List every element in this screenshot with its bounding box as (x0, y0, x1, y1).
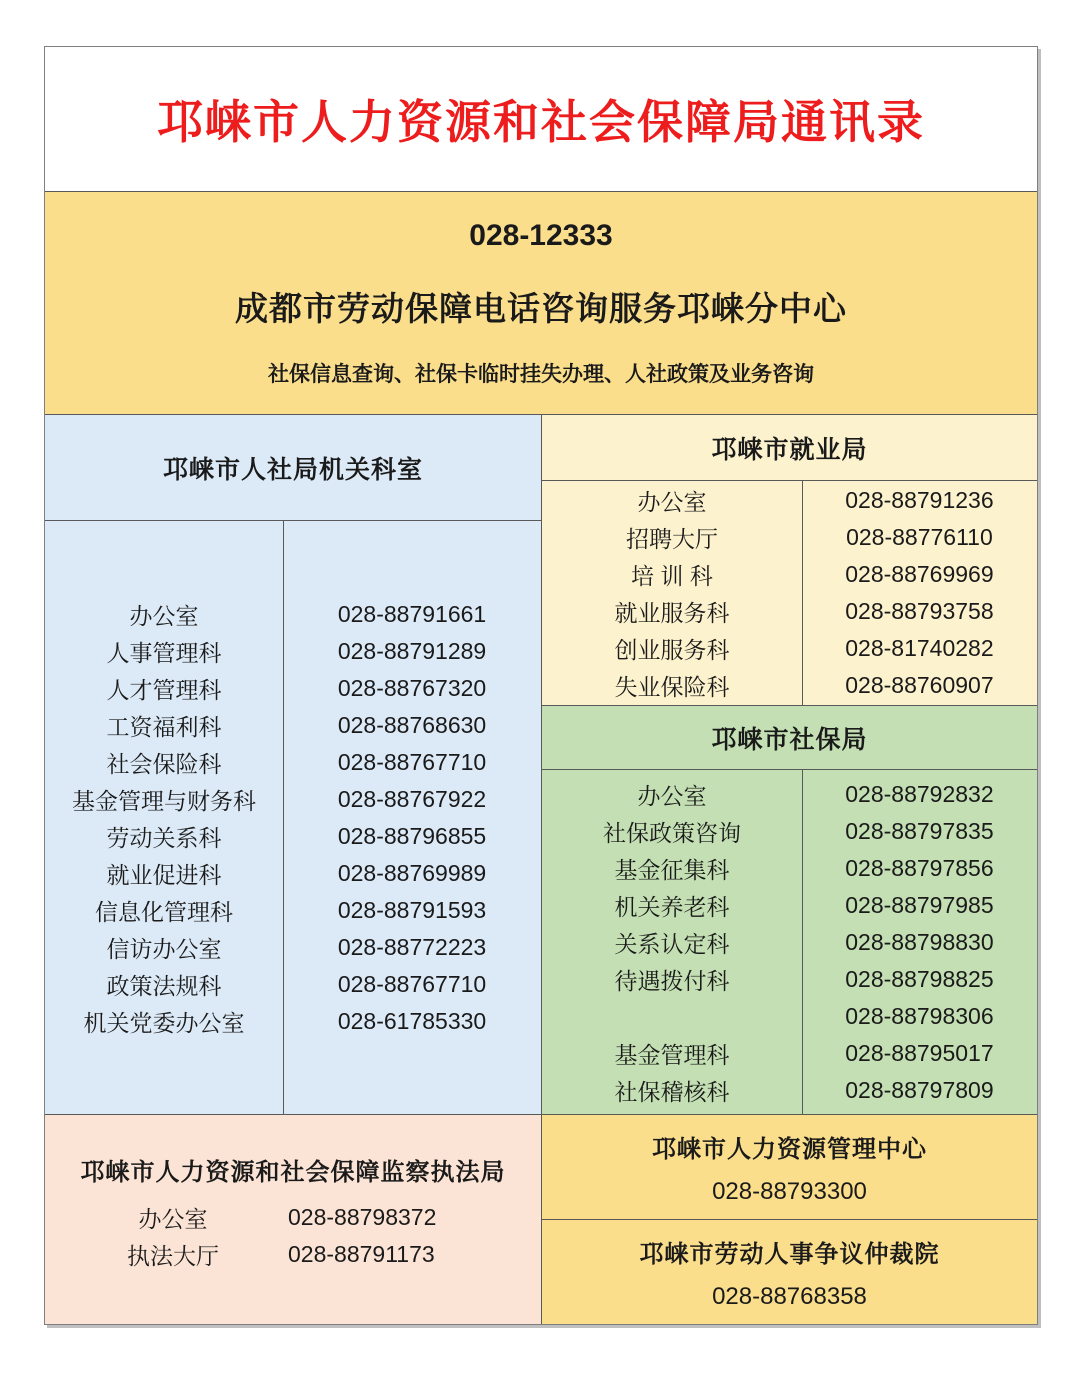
directory-sheet (44, 46, 1038, 1325)
dept-cell: 信访办公室 (106, 935, 222, 962)
table-row (45, 966, 541, 1003)
hotline-services: 社保信息查询、社保卡临时挂失办理、人社政策及业务咨询 (268, 361, 814, 386)
phone-cell: 028-61785330 (337, 1007, 487, 1034)
phone-cell: 028-88796855 (337, 822, 487, 849)
table-row (542, 924, 1037, 961)
phone-cell: 028-88767320 (337, 674, 487, 701)
table-row (542, 998, 1037, 1035)
table-row (542, 850, 1037, 887)
dept-cell: 社保政策咨询 (602, 819, 741, 846)
social-security-bureau-table (542, 770, 1037, 1114)
hr-center-title: 邛崃市人力资源管理中心 (652, 1136, 927, 1163)
phone-cell: 028-88792832 (845, 780, 994, 807)
title-section (45, 47, 1037, 191)
dept-cell: 办公室 (129, 602, 199, 629)
phone-cell: 028-88767710 (337, 970, 487, 997)
phone-cell: 028-88798372 (288, 1204, 437, 1230)
dept-cell: 办公室 (637, 782, 707, 809)
dept-cell: 关系认定科 (614, 930, 730, 957)
phone-cell: 028-88767710 (337, 748, 487, 775)
dept-cell: 工资福利科 (106, 713, 222, 740)
arbitration-court-phone: 028-88768358 (712, 1282, 867, 1310)
dept-cell: 待遇拨付科 (614, 967, 730, 994)
dept-cell: 就业服务科 (614, 600, 730, 626)
table-row (542, 482, 1037, 519)
dept-cell: 办公室 (637, 489, 707, 515)
dept-cell: 机关党委办公室 (83, 1009, 245, 1036)
phone-cell: 028-88791661 (337, 600, 487, 627)
inspection-bureau-table (98, 1199, 488, 1273)
employment-bureau-section (542, 415, 1037, 705)
phone-cell: 028-88769969 (845, 561, 994, 587)
table-row (542, 519, 1037, 556)
inspection-bureau-section (45, 1115, 542, 1324)
dept-cell: 失业保险科 (614, 674, 730, 700)
dept-cell: 执法大厅 (127, 1243, 219, 1269)
hotline-banner (45, 191, 1037, 414)
table-row (542, 813, 1037, 850)
dept-cell: 基金征集科 (614, 856, 730, 883)
bottom-right-column (542, 1115, 1037, 1324)
column-divider (802, 770, 803, 1114)
dept-cell: 信息化管理科 (95, 898, 234, 925)
table-row (45, 670, 541, 707)
phone-cell: 028-88791593 (337, 896, 487, 923)
right-column (542, 415, 1037, 1114)
bureau-office-section (45, 415, 542, 1114)
phone-cell: 028-88791289 (337, 637, 487, 664)
dept-cell: 社会保险科 (106, 750, 222, 777)
table-row (45, 707, 541, 744)
social-security-bureau-title: 邛崃市社保局 (542, 706, 1037, 770)
table-row (542, 667, 1037, 704)
table-row (45, 633, 541, 670)
phone-cell: 028-88793758 (845, 598, 994, 624)
page-title: 邛崃市人力资源和社会保障局通讯录 (157, 97, 925, 148)
phone-cell: 028-88797809 (845, 1076, 994, 1103)
table-row (542, 630, 1037, 667)
dept-cell: 招聘大厅 (625, 526, 718, 552)
employment-bureau-table (542, 481, 1037, 705)
phone-cell: 028-88768630 (337, 711, 487, 738)
table-row (45, 596, 541, 633)
dept-cell: 办公室 (138, 1206, 208, 1232)
social-security-bureau-section (542, 705, 1037, 1114)
phone-cell: 028-88795017 (845, 1039, 994, 1066)
table-row (45, 855, 541, 892)
arbitration-court-section (542, 1220, 1037, 1324)
table-row (542, 556, 1037, 593)
dept-cell: 就业促进科 (106, 861, 222, 888)
phone-cell: 028-88798830 (845, 928, 994, 955)
table-row (45, 1003, 541, 1040)
table-row (542, 776, 1037, 813)
phone-cell: 028-88791236 (845, 487, 994, 513)
inspection-bureau-title: 邛崃市人力资源和社会保障监察执法局 (80, 1160, 506, 1186)
phone-cell: 028-81740282 (845, 635, 994, 661)
table-row (542, 593, 1037, 630)
table-row (45, 744, 541, 781)
table-row (45, 929, 541, 966)
arbitration-court-title: 邛崃市劳动人事争议仲裁院 (639, 1241, 940, 1268)
dept-cell: 人事管理科 (106, 639, 222, 666)
column-divider (802, 481, 803, 705)
column-divider (283, 521, 284, 1114)
phone-cell: 028-88798825 (845, 965, 994, 992)
dept-cell: 创业服务科 (614, 637, 730, 663)
dept-cell: 培 训 科 (631, 563, 713, 589)
dept-cell: 人才管理科 (106, 676, 222, 703)
phone-cell: 028-88797985 (845, 891, 994, 918)
hr-center-section (542, 1115, 1037, 1220)
table-row (98, 1199, 488, 1236)
table-row (542, 887, 1037, 924)
dept-cell: 基金管理科 (614, 1041, 730, 1068)
bureau-office-title: 邛崃市人社局机关科室 (45, 415, 541, 521)
phone-cell: 028-88797856 (845, 854, 994, 881)
table-row (45, 892, 541, 929)
phone-cell: 028-88797835 (845, 817, 994, 844)
phone-cell: 028-88767922 (337, 785, 487, 812)
middle-section (45, 414, 1037, 1114)
dept-cell: 政策法规科 (106, 972, 222, 999)
table-row (45, 818, 541, 855)
dept-cell: 社保稽核科 (614, 1078, 730, 1105)
phone-cell: 028-88760907 (845, 672, 994, 698)
phone-cell: 028-88776110 (846, 524, 993, 550)
dept-cell: 劳动关系科 (106, 824, 222, 851)
phone-cell: 028-88791173 (288, 1241, 435, 1267)
phone-cell: 028-88769989 (337, 859, 487, 886)
hotline-number: 028-12333 (469, 218, 613, 252)
phone-cell: 028-88798306 (845, 1002, 994, 1029)
hr-center-phone: 028-88793300 (712, 1177, 867, 1205)
table-row (542, 961, 1037, 998)
employment-bureau-title: 邛崃市就业局 (542, 415, 1037, 481)
table-row (45, 781, 541, 818)
bottom-section (45, 1114, 1037, 1324)
hotline-center-name: 成都市劳动保障电话咨询服务邛崃分中心 (235, 291, 847, 328)
dept-cell: 基金管理与财务科 (72, 787, 257, 814)
table-row (542, 1035, 1037, 1072)
bureau-office-table (45, 521, 541, 1114)
table-row (98, 1236, 488, 1273)
phone-cell: 028-88772223 (337, 933, 487, 960)
dept-cell: 机关养老科 (614, 893, 730, 920)
table-row (542, 1072, 1037, 1109)
